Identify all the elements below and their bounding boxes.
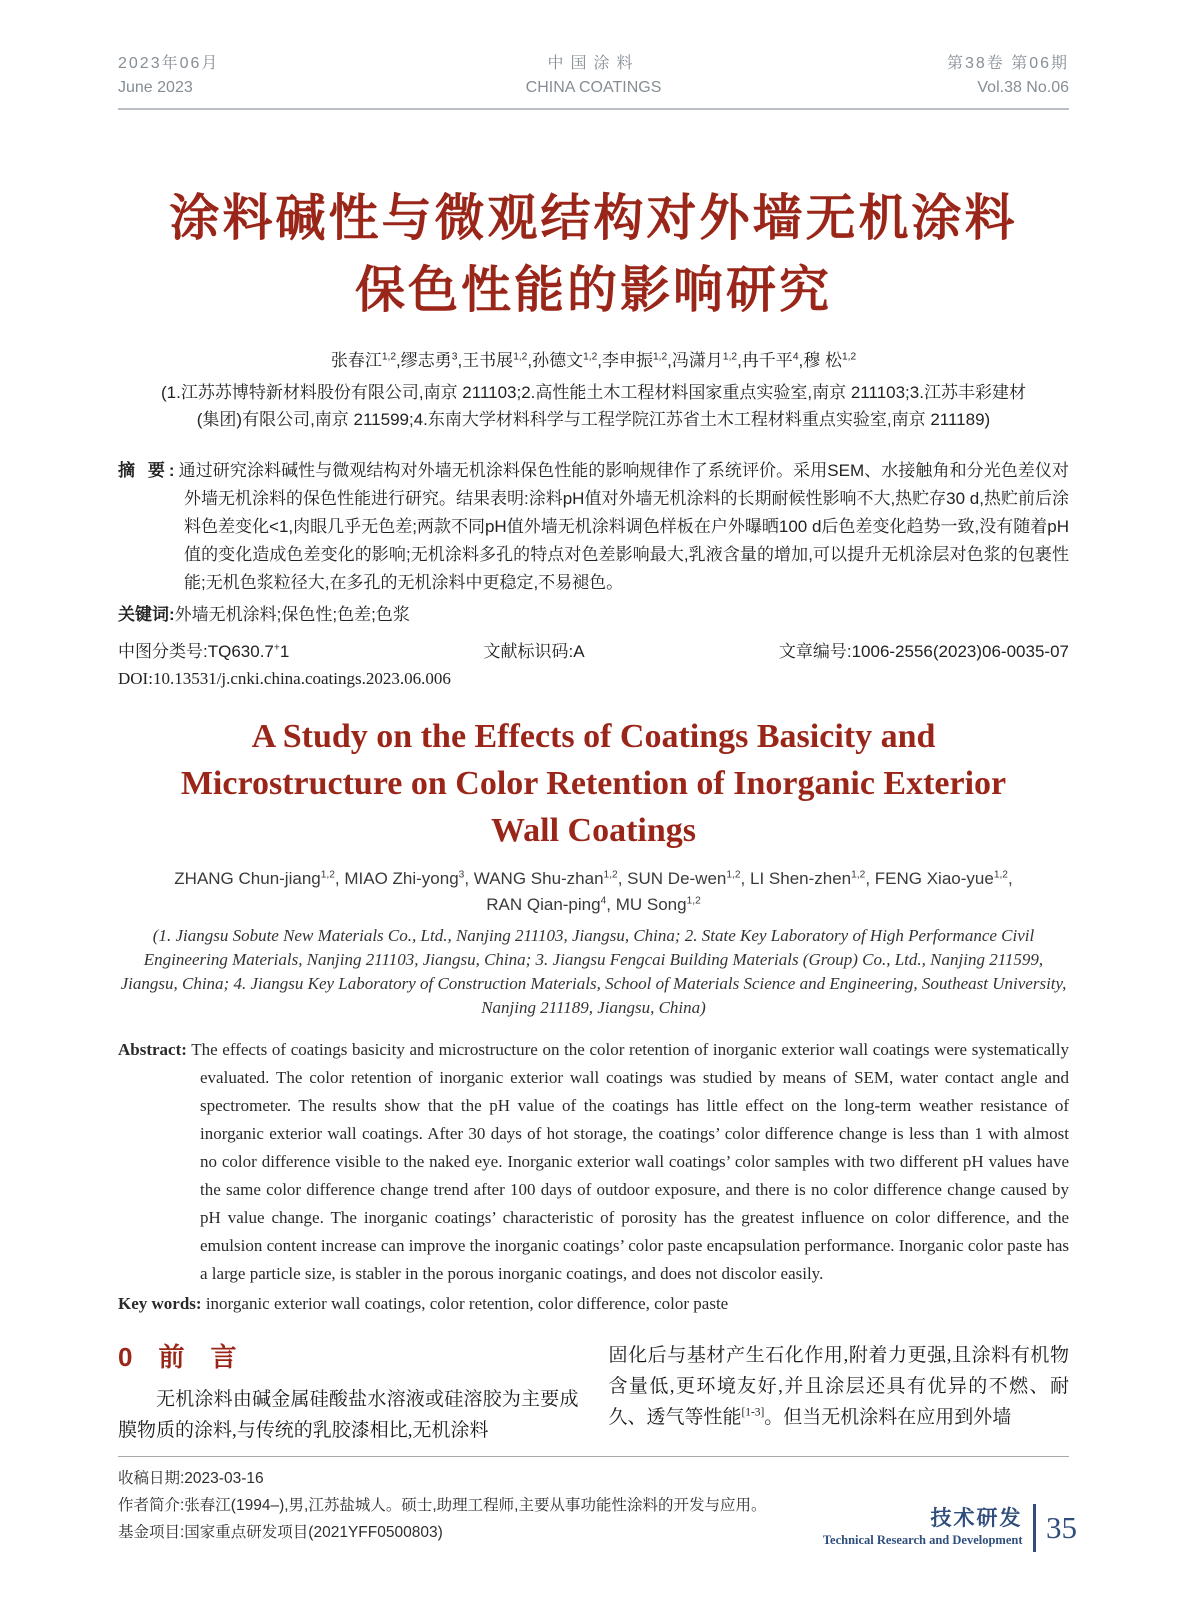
section-0-number: 0 [118, 1342, 133, 1372]
doi: DOI:10.13531/j.cnki.china.coatings.2023.06.006 [118, 669, 451, 688]
footer-section-cn: 技术研发 [930, 1507, 1023, 1530]
footnote-author-bio: 作者简介:张春江(1994–),男,江苏盐城人。硕士,助理工程师,主要从事功能性涂料的开发与应用。 [118, 1497, 767, 1514]
page-footer [823, 1504, 1077, 1552]
intro-right-text: 固化后与基材产生石化作用,附着力更强,且涂料有机物含量低,更环境友好,并且涂层还具有优异的不燃、耐久、透气等性能 [608, 1345, 1069, 1428]
keywords-cn [118, 601, 1069, 629]
journal-header [118, 52, 1069, 110]
keywords-cn-text: 外墙无机涂料;保色性;色差;色浆 [174, 605, 410, 624]
keywords-cn-label: 关键词: [118, 605, 175, 624]
footer-section-labels [823, 1507, 1023, 1549]
keywords-en [118, 1290, 1069, 1318]
intro-columns [118, 1340, 1069, 1446]
affiliations-cn-line1: (1.江苏苏博特新材料股份有限公司,南京 211103;2.高性能土木工程材料国家重点实验室,南京 211103;3.江苏丰彩建材 [161, 383, 1026, 402]
intro-left-column [118, 1340, 579, 1446]
keywords-en-text: inorganic exterior wall coatings, color retention, color difference, color paste [205, 1294, 729, 1313]
header-date [118, 52, 338, 100]
article-title-cn-line1: 涂料碱性与微观结构对外墙无机涂料 [169, 190, 1018, 246]
footnote-funding: 基金项目:国家重点研发项目(2021YFF0500803) [118, 1524, 443, 1541]
clc-suffix: 1 [279, 642, 290, 661]
journal-name-en: CHINA COATINGS [525, 79, 662, 96]
affiliations-cn [118, 379, 1069, 433]
affiliations-cn-line2: (集团)有限公司,南京 211599;4.东南大学材料科学与工程学院江苏省土木工程材料重点实验室,南京 211189) [196, 410, 991, 429]
abstract-en-text: The effects of coatings basicity and microstructure on the color retention of inorganic exterior wall coatings were systematically evaluated. The color retention of inorganic exterior wall coatings was studied by means of SEM, water contact angle and spectrometer. The results show that the pH value of the coatings has little effect on the long-term weather resistance of inorganic exterior wall coatings. After 30 days of hot storage, the coatings’ color difference change is less than 1 with almost no color difference visible to the naked eye. Inorganic exterior wall coatings’ color samples with two different pH values have the same color difference change trend after 100 days of outdoor exposure, and there is no color difference change caused by pH value change. The inorganic coatings’ characteristic of porosity has the greatest influence on color difference, and the emulsion content increase can improve the inorganic coatings’ color paste encapsulation performance. Inorganic color paste has a large particle size, is stabler in the porous inorganic coatings, and does not discolor easily. [191, 1040, 1069, 1283]
keywords-en-label: Key words: [118, 1294, 202, 1313]
clc-number [118, 637, 289, 662]
affiliations-en: (1. Jiangsu Sobute New Materials Co., Ltd., Nanjing 211103, Jiangsu, China; 2. State Key Laboratory of High Performance Civil Engineering Materials, Nanjing 211103, Jiangsu, China; 3. Jiangsu Fengcai Building Materials (Group) Co., Ltd., Nanjing 211599, Jiangsu, China; 4. Jiangsu Key Laboratory of Construction Materials, School of Materials Science and Engineering, Southeast University, Nanjing 211189, Jiangsu, China) [120, 926, 1067, 1017]
header-issue [849, 52, 1069, 100]
authors-cn: 张春江$^{1,2}$,缪志勇$^3$,王书展$^{1,2}$,孙德文$^{1,2}$,李申振$^{1,2}$,冯潇月$^{1,2}$,冉千平$^4$,穆 松$^{1,2}$ [330, 351, 857, 370]
abstract-cn-text: 通过研究涂料碱性与微观结构对外墙无机涂料保色性能的影响规律作了系统评价。采用SEM、水接触角和分光色差仪对外墙无机涂料的保色性能进行研究。结果表明:涂料pH值对外墙无机涂料的长期耐候性影响不大,热贮存30 d,热贮前后涂料色差变化<1,肉眼几乎无色差;两款不同pH值外墙无机涂料调色样板在户外曝晒100 d后色差变化趋势一致,没有随着pH值的变化造成色差变化的影响;无机涂料多孔的特点对色差影响最大,乳液含量的增加,可以提升无机涂层对色浆的包裹性能;无机色浆粒径大,在多孔的无机涂料中更稳定,不易褪色。 [178, 461, 1069, 592]
article-title-en-line2: Microstructure on Color Retention of Inorganic Exterior [180, 765, 1007, 802]
abstract-en-label: Abstract: [118, 1040, 187, 1059]
article-title-en-line3: Wall Coatings [491, 812, 696, 849]
doc-code: 文献标识码:A [483, 642, 585, 661]
meta-row [118, 637, 1069, 662]
journal-name-cn: 中国涂料 [547, 55, 640, 72]
header-date-cn: 2023年06月 [118, 55, 220, 72]
article-title-cn [118, 182, 1069, 326]
header-journal-name [338, 52, 849, 100]
abstract-cn [118, 457, 1069, 597]
authors-en: ZHANG Chun-jiang$^{1,2}$, MIAO Zhi-yong$^3$, WANG Shu-zhan$^{1,2}$, SUN De-wen$^{1,2}$, LI Shen-zhen$^{1,2}$, FENG Xiao-yue$^{1,2}$, RAN Qian-ping$^4$, MU Song$^{1,2}$ [174, 869, 1013, 914]
section-0-heading [118, 1340, 579, 1374]
intro-right-paragraph [609, 1340, 1070, 1433]
clc-prefix: 中图分类号:TQ630.7 [118, 642, 274, 661]
clc-sup: + [273, 642, 280, 654]
article-title-en-line1: A Study on the Effects of Coatings Basicity and [251, 718, 936, 755]
issue-cn: 第38卷 第06期 [946, 55, 1069, 72]
footer-divider-bar [1033, 1504, 1037, 1552]
intro-right-text-cont: 。但当无机涂料在应用到外墙 [764, 1407, 1012, 1428]
footer-section-en: Technical Research and Development [822, 1533, 1023, 1547]
article-title-en [118, 713, 1069, 854]
citation-ref: [1-3] [741, 1406, 765, 1419]
intro-left-paragraph: 无机涂料由碱金属硅酸盐水溶液或硅溶胶为主要成膜物质的涂料,与传统的乳胶漆相比,无机涂料 [118, 1389, 579, 1441]
article-title-cn-line2: 保色性能的影响研究 [355, 262, 832, 318]
footnote-received-date: 收稿日期:2023-03-16 [118, 1470, 264, 1487]
intro-right-column [609, 1340, 1070, 1446]
abstract-en [118, 1036, 1069, 1288]
section-0-title: 前言 [158, 1342, 263, 1372]
header-date-en: June 2023 [118, 79, 193, 96]
footnote-divider [118, 1456, 1069, 1457]
abstract-cn-label: 摘 要: [118, 461, 179, 480]
article-id: 文章编号:1006-2556(2023)06-0035-07 [778, 642, 1069, 661]
page-number: 35 [1046, 1510, 1077, 1545]
issue-en: Vol.38 No.06 [977, 79, 1069, 96]
